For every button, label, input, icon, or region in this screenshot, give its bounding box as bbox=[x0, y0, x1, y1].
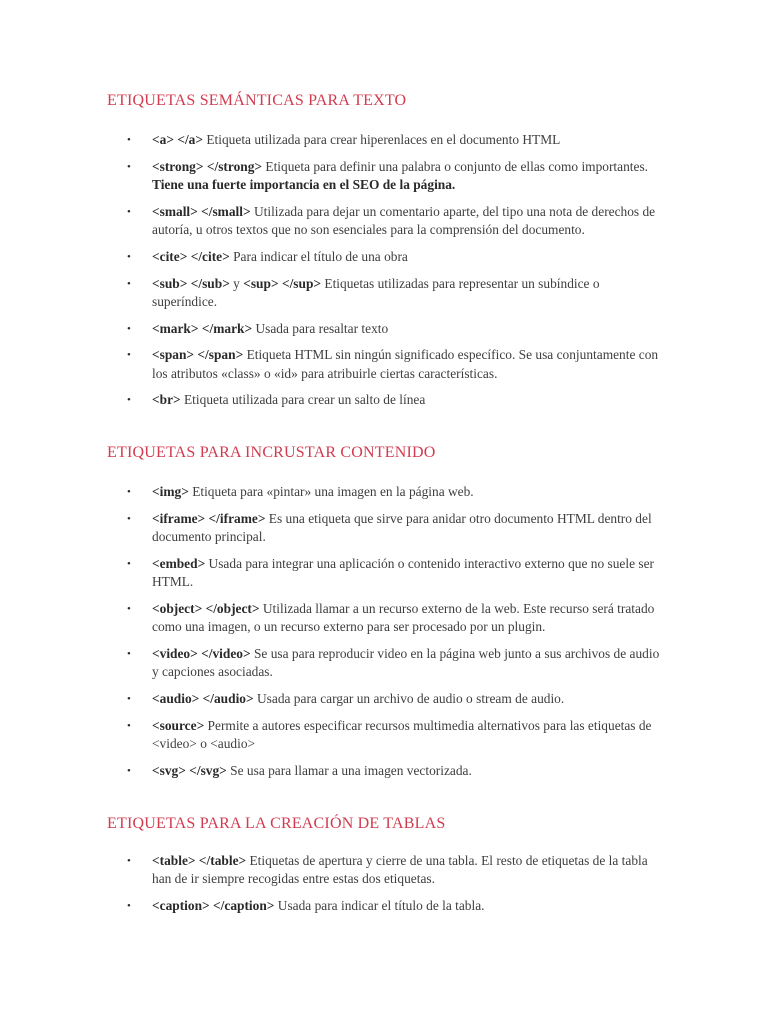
list-item bbox=[107, 717, 667, 753]
list-item bbox=[107, 131, 667, 149]
tables-list bbox=[107, 852, 667, 915]
bullet-icon: • bbox=[127, 855, 131, 867]
item-text: Etiqueta utilizada para crear hiperenlaces en el documento HTML bbox=[203, 132, 561, 147]
section-heading-tables: ETIQUETAS PARA LA CREACIÓN DE TABLAS bbox=[107, 815, 446, 832]
list-item bbox=[107, 762, 667, 780]
bullet-icon: • bbox=[127, 486, 131, 498]
tag-label: </video> bbox=[201, 645, 251, 661]
tag-label: <caption> bbox=[152, 898, 210, 913]
item-text: Etiquetas de apertura y cierre de una tabla. El resto de etiquetas de la tabla han de ir siempre recogidas entre estas dos etiquetas. bbox=[152, 853, 648, 887]
tag-label: <br> bbox=[152, 392, 181, 408]
tag-label: <small> bbox=[152, 203, 198, 219]
list-item bbox=[107, 645, 667, 681]
tag-label: <a> bbox=[152, 132, 174, 147]
item-text: Permite a autores especificar recursos multimedia alternativos para las etiquetas de <video> o <audio> bbox=[152, 717, 652, 751]
tag-label: <strong> bbox=[152, 158, 204, 174]
bullet-icon: • bbox=[127, 349, 131, 362]
tag-label: </mark> bbox=[201, 320, 253, 336]
item-text: Etiquetas utilizadas para representar un subíndice o superíndice. bbox=[152, 275, 600, 309]
item-text: Se usa para llamar a una imagen vectorizada. bbox=[226, 762, 472, 778]
list-item bbox=[107, 320, 667, 338]
item-text: Etiqueta utilizada para crear un salto de línea bbox=[180, 392, 426, 408]
list-item bbox=[107, 391, 667, 409]
tag-label: </svg> bbox=[189, 762, 227, 778]
tag-label: <audio> bbox=[152, 690, 200, 706]
item-text: Se usa para reproducir video en la página web junto a sus archivos de audio y capciones asociadas. bbox=[152, 645, 660, 679]
tag-label: <img> bbox=[152, 484, 189, 499]
tag-label: </caption> bbox=[213, 898, 275, 913]
semantic-text-list bbox=[107, 131, 667, 410]
list-item bbox=[107, 600, 667, 636]
item-text: Utilizada para dejar un comentario aparte, del tipo una nota de derechos de autoría, u otros textos que no son esenciales para la comprensión del documento. bbox=[152, 203, 656, 237]
bullet-icon: • bbox=[127, 394, 131, 407]
tag-label: </audio> bbox=[202, 690, 254, 706]
list-item bbox=[107, 555, 667, 591]
item-text: Usada para resaltar texto bbox=[252, 320, 389, 336]
tag-label: <source> bbox=[152, 717, 205, 733]
list-item bbox=[107, 346, 667, 382]
tag-label: </small> bbox=[201, 203, 251, 219]
item-text: Es una etiqueta que sirve para anidar otro documento HTML dentro del documento principal. bbox=[152, 510, 652, 544]
item-text: Usada para indicar el título de la tabla. bbox=[274, 898, 485, 913]
tag-label: </table> bbox=[198, 853, 247, 868]
list-item bbox=[107, 483, 667, 501]
item-emphasis: Tiene una fuerte importancia en el SEO de la página. bbox=[152, 177, 456, 192]
tag-label: </sub> bbox=[190, 275, 230, 291]
tag-label: </a> bbox=[177, 132, 204, 147]
item-text: Usada para integrar una aplicación o contenido interactivo externo que no suele ser HTML. bbox=[152, 555, 654, 589]
tag-label: <iframe> bbox=[152, 510, 206, 526]
item-text: Etiqueta para definir una palabra o conjunto de ellas como importantes. bbox=[262, 158, 649, 174]
item-text: Etiqueta HTML sin ningún significado específico. Se usa conjuntamente con los atributos «class» o «id» para atribuirle ciertas características. bbox=[152, 347, 659, 381]
bullet-icon: • bbox=[127, 205, 131, 218]
bullet-icon: • bbox=[127, 602, 131, 615]
list-item bbox=[107, 158, 667, 194]
bullet-icon: • bbox=[127, 900, 131, 912]
tag-label: <span> bbox=[152, 347, 195, 363]
tag-label: <svg> bbox=[152, 762, 186, 778]
item-text: Etiqueta para «pintar» una imagen en la página web. bbox=[188, 484, 474, 499]
bullet-icon: • bbox=[127, 134, 131, 146]
bullet-icon: • bbox=[127, 692, 131, 705]
list-item bbox=[107, 203, 667, 239]
tag-label: <object> bbox=[152, 600, 203, 616]
bullet-icon: • bbox=[127, 512, 131, 525]
tag-label: </strong> bbox=[206, 158, 263, 174]
section-heading-semantic-text: ETIQUETAS SEMÁNTICAS PARA TEXTO bbox=[107, 92, 407, 109]
item-text: Usada para cargar un archivo de audio o stream de audio. bbox=[253, 690, 565, 706]
tag-label: </sup> bbox=[281, 275, 322, 291]
tag-label: </object> bbox=[205, 600, 260, 616]
list-item: • <sub> </sub> y <sup> </sup> Etiquetas utilizadas para representar un subíndice o superíndice. bbox=[127, 275, 600, 309]
embed-content-list bbox=[107, 483, 667, 780]
bullet-icon: • bbox=[127, 250, 131, 263]
list-item bbox=[107, 897, 667, 915]
tag-label: <sub> bbox=[152, 275, 188, 291]
tag-label: </cite> bbox=[190, 248, 230, 264]
tag-label: <video> bbox=[152, 645, 198, 661]
tag-label: <mark> bbox=[152, 320, 199, 336]
bullet-icon: • bbox=[127, 719, 131, 732]
tag-label: </iframe> bbox=[208, 510, 266, 526]
tag-label: <table> bbox=[152, 853, 196, 868]
list-item bbox=[107, 248, 667, 266]
list-item bbox=[107, 510, 667, 546]
list-item bbox=[107, 690, 667, 708]
bullet-icon: • bbox=[127, 557, 131, 570]
tag-label: </span> bbox=[197, 347, 244, 363]
section-heading-embed-content: ETIQUETAS PARA INCRUSTAR CONTENIDO bbox=[107, 444, 436, 461]
item-text: Utilizada llamar a un recurso externo de la web. Este recurso será tratado como una imagen, o un recurso externo para ser procesado por un plugin. bbox=[152, 600, 655, 634]
bullet-icon: • bbox=[127, 764, 131, 777]
tag-label: <sup> bbox=[243, 275, 279, 291]
bullet-icon: • bbox=[127, 647, 131, 660]
tag-label: <embed> bbox=[152, 555, 206, 571]
item-text: Para indicar el título de una obra bbox=[229, 248, 408, 264]
bullet-icon: • bbox=[127, 160, 131, 173]
tag-label: <cite> bbox=[152, 248, 188, 264]
bullet-icon: • bbox=[127, 277, 131, 290]
bullet-icon: • bbox=[127, 322, 131, 335]
list-item bbox=[107, 852, 667, 888]
